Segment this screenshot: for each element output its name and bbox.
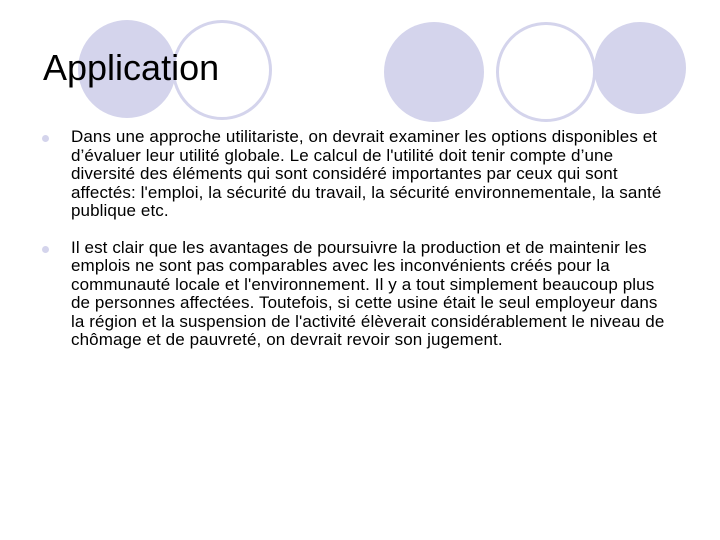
decorative-circle xyxy=(384,22,484,122)
decorative-circle xyxy=(496,22,596,122)
slide-title: Application xyxy=(43,47,220,88)
bullet-item xyxy=(0,128,720,221)
bullet-item xyxy=(0,239,720,350)
bullet-list xyxy=(0,128,720,368)
bullet-text: Il est clair que les avantages de poursuivre la production et de maintenir les emplois ne sont pas comparables avec les inconvénients créés pour la communauté locale et l'environnement. Il y a tout simplement beaucoup plus de personnes affectées. Toutefois, si cette usine était le seul employeur dans la région et la suspension de l'activité élèverait considérablement le niveau de chômage et de pauvreté, on devrait revoir son jugement. xyxy=(71,237,665,349)
bullet-text: Dans une approche utilitariste, on devrait examiner les options disponibles et d’évaluer leur utilité globale. Le calcul de l'utilité doit tenir compte d’une diversité des éléments qui sont considéré importantes par ceux qui sont affectés: l'emploi, la sécurité du travail, la sécurité environnementale, la santé publique etc. xyxy=(71,127,662,220)
decorative-circle xyxy=(594,22,686,114)
bullet-dot-icon xyxy=(42,246,49,253)
bullet-dot-icon xyxy=(42,135,49,142)
